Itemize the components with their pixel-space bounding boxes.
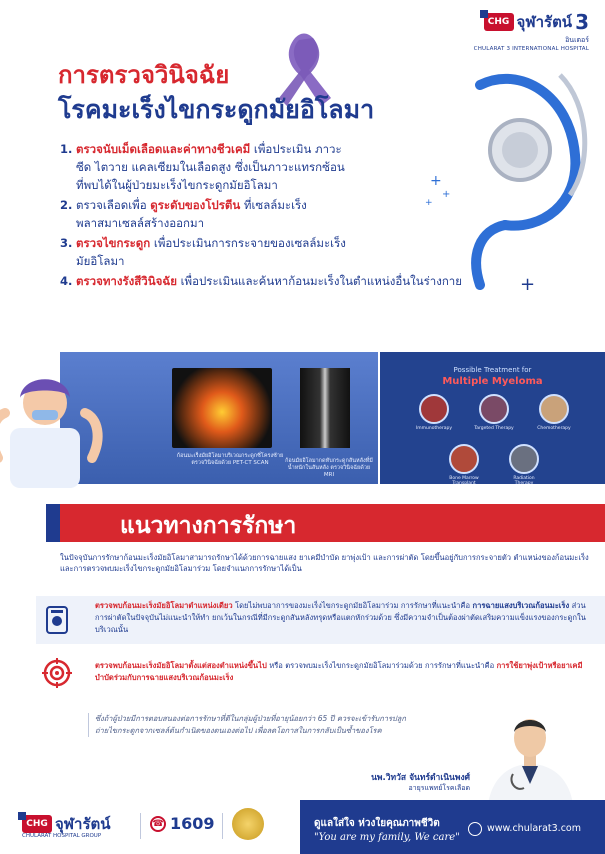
- therapy-item: Bone Marrow Transplant: [444, 444, 484, 484]
- logo-number: 3: [575, 10, 589, 34]
- pet-ct-scan-image: [172, 368, 272, 448]
- doctor-photo: [478, 704, 583, 804]
- row-single-text: ตรวจพบก้อนมะเร็งมัยอิโลมาตำแหน่งเดียว โดยไม่พบอาการของมะเร็งไขกระดูกมัยอิโลมาร่วม การรักษาที่แนะนำคือ การฉายแสงบริเวณก้อนมะเร็ง ส่วนการผ่าตัดในปัจจุบันไม่แนะนำให้ทำ ยกเว้นในกรณีที่มีกระดูกสันหลังทรุดหรือแตกหักร่วมด้วย ซึ่งมีความจำเป็นต้องผ่าตัดเสริมความแข็งแรงของกระดูกในบริเวณนั้น: [95, 601, 586, 634]
- list-item: 4. ตรวจทางรังสีวินิจฉัย เพื่อประเมินและค้นหาก้อนมะเร็งในตำแหน่งอื่นในร่างกาย: [60, 274, 463, 288]
- therapy-item: Targeted Therapy: [474, 394, 514, 431]
- list-item: 1. ตรวจนับเม็ดเลือดและค่าทางชีวเคมี เพื่อประเมิน ภาวะซีด ไตวาย แคลเซียมในเลือดสูง ซึ่งเป็นภาวะแทรกซ้อนที่พบได้ในผู้ป่วยมะเร็งไขกระดูกมัยอิโลมา: [60, 142, 345, 192]
- treatment-title2: Multiple Myeloma: [442, 376, 543, 387]
- therapy-item: Chemotherapy: [534, 394, 574, 431]
- footer-divider: [140, 813, 141, 839]
- scan2-caption: ก้อนมัยอิโลมากดทับกระดูกสันหลังที่มีน้ำหนักในสันหลัง ตรวจวินิจฉัยด้วย MRI: [285, 458, 373, 478]
- footer-name: จุฬารัตน์: [55, 815, 111, 833]
- slogan-thai: ดูแลใส่ใจ ห่วงใยคุณภาพชีวิต: [314, 818, 440, 829]
- logo-english: CHULARAT 3 INTERNATIONAL HOSPITAL: [473, 46, 589, 52]
- hotline-number: 1609: [170, 814, 215, 833]
- diagnosis-list: [60, 140, 560, 292]
- globe-icon: [468, 822, 482, 836]
- footer-group-name: CHULARAT HOSPITAL GROUP: [22, 833, 102, 839]
- radiation-machine-icon: [46, 606, 68, 634]
- title-line1: การตรวจวินิจฉัย: [58, 61, 230, 89]
- therapy-item: Immunotherapy: [414, 394, 454, 431]
- website-link[interactable]: www.chularat3.com: [487, 823, 581, 834]
- treatment-title1: Possible Treatment for: [453, 366, 532, 374]
- svg-text:+: +: [425, 198, 433, 208]
- logo-sub: อินเตอร์: [565, 36, 589, 44]
- transplant-note: ซึ่งถ้าผู้ป่วยมีการตอบสนองต่อการรักษาที่ดีในกลุ่มผู้ป่วยที่อายุน้อยกว่า 65 ปี ควรจะเข้ารับการปลูกถ่ายไขกระดูกจากเซลล์ต้นกำเนิดของตนเองต่อไป เพื่อลดโอกาสในการกลับเป็นซ้ำของโรค: [88, 713, 408, 737]
- section-title: แนวทางการรักษา: [120, 513, 297, 539]
- footer-divider: [222, 813, 223, 839]
- list-item: 3. ตรวจไขกระดูก เพื่อประเมินการกระจายของเซลล์มะเร็งมัยอิโลมา: [60, 236, 346, 268]
- doctor-name: นพ.วิทวัส จันทร์ดำเนินพงศ์: [371, 773, 470, 783]
- row-multiple-text: ตรวจพบก้อนมะเร็งมัยอิโลมาตั้งแต่สองตำแหน่งขึ้นไป หรือ ตรวจพบมะเร็งไขกระดูกมัยอิโลมาร่วมด้วย การรักษาที่แนะนำคือ การใช้ยาพุ่งเป้าหรือยาเคมีบำบัดร่วมกับการฉายแสงบริเวณก้อนมะเร็ง: [95, 661, 583, 682]
- svg-text:+: +: [430, 173, 442, 189]
- target-icon: [42, 658, 72, 688]
- chg-badge: CHG: [484, 13, 514, 31]
- scan1-caption: ก้อนมะเร็งมัยอิโลมาบริเวณกระดูกซี่โครงซ้าย ตรวจวินิจฉัยด้วย PET-CT SCAN: [176, 453, 284, 466]
- svg-text:+: +: [520, 274, 536, 295]
- svg-text:+: +: [442, 189, 451, 200]
- slogan-english: "You are my family, We care": [314, 832, 460, 843]
- phone-icon: ☎: [150, 816, 166, 832]
- hotline[interactable]: [150, 814, 215, 833]
- section-intro: ในปัจจุบันการรักษาก้อนมะเร็งมัยอิโลมาสามารถรักษาได้ด้วยการฉายแสง ยาเคมีบำบัด ยาพุ่งเป้า และการผ่าตัด โดยขึ้นอยู่กับการกระจายตัว ตำแหน่งของก้อนมะเร็ง และการตรวจพบมะเร็งไขกระดูกมัยอิโลมาร่วม โดยจำแนกการรักษาได้เป็น: [60, 553, 589, 573]
- logo-name: จุฬารัตน์: [516, 13, 573, 31]
- patient-illustration: [0, 358, 110, 488]
- title-line2: โรคมะเร็งไขกระดูกมัยอิโลมา: [58, 95, 375, 124]
- award-seal-icon: [232, 808, 264, 840]
- treatment-panel: [380, 352, 605, 484]
- therapy-item: Radiation Therapy: [504, 444, 544, 484]
- doctor-role: อายุรแพทย์โรคเลือด: [408, 784, 470, 792]
- list-item: 2. ตรวจเลือดเพื่อ ดูระดับของโปรตีน ที่เซลล์มะเร็งพลาสมาเซลล์สร้างออกมา: [60, 198, 307, 230]
- hospital-logo[interactable]: [469, 10, 589, 52]
- mri-scan-image: [300, 368, 350, 448]
- footer-chg-badge: CHG: [22, 815, 52, 833]
